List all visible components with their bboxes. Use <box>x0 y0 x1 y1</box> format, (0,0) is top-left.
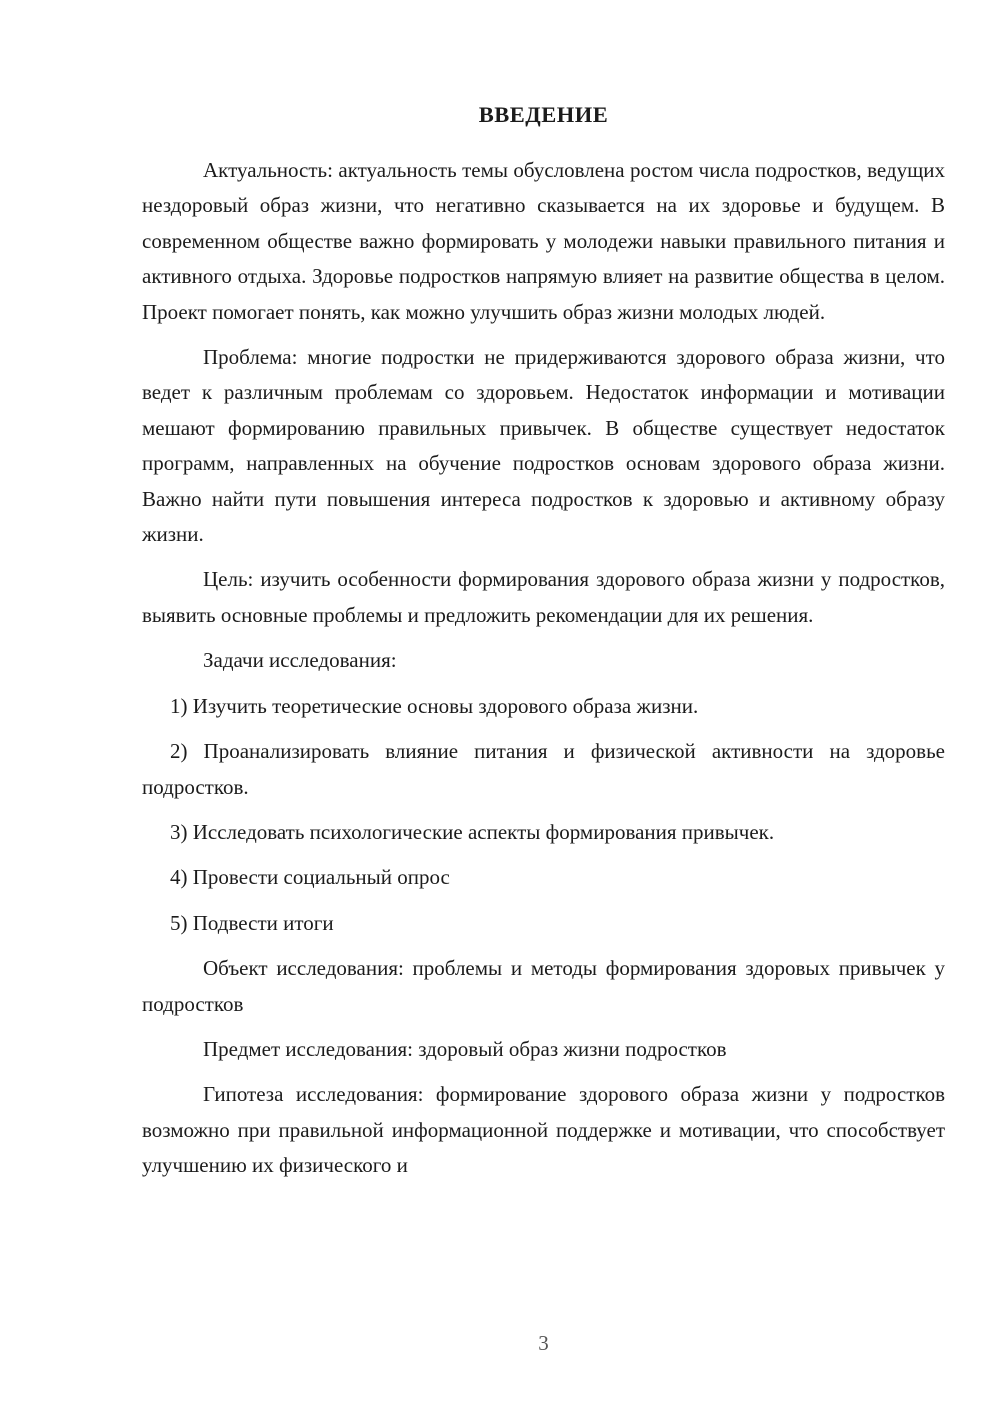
task-item-3: 3) Исследовать психологические аспекты формирования привычек. <box>170 819 775 844</box>
tasks-heading: Задачи исследования: <box>203 648 397 673</box>
paragraph-hypothesis: Гипотеза исследования: формирование здорового образа жизни у подростков возможно при правильной информационной поддержке и мотивации, что способствует улучшению их физического и <box>142 1082 945 1178</box>
task-item-4: 4) Провести социальный опрос <box>170 865 450 890</box>
paragraph-object: Объект исследования: проблемы и методы формирования здоровых привычек у подростков <box>142 956 945 1016</box>
task-item-2: 2) Проанализировать влияние питания и физической активности на здоровье подростков. <box>142 739 945 799</box>
page-number: 3 <box>538 1331 549 1355</box>
paragraph-problem: Проблема: многие подростки не придерживаются здорового образа жизни, что ведет к различным проблемам со здоровьем. Недостаток информации и мотивации мешают формированию правильных привычек. В обществе существует недостаток программ, направленных на обучение подростков основам здорового образа жизни. Важно найти пути повышения интереса подростков к здоровью и активному образу жизни. <box>142 345 945 547</box>
task-item-1: 1) Изучить теоретические основы здорового образа жизни. <box>170 693 699 718</box>
page-title: ВВЕДЕНИЕ <box>478 102 609 127</box>
task-item-5: 5) Подвести итоги <box>170 910 334 935</box>
paragraph-goal: Цель: изучить особенности формирования здорового образа жизни у подростков, выявить основные проблемы и предложить рекомендации для их решения. <box>142 567 945 627</box>
paragraph-subject: Предмет исследования: здоровый образ жизни подростков <box>203 1036 727 1061</box>
paragraph-relevance: Актуальность: актуальность темы обусловлена ростом числа подростков, ведущих нездоровый образ жизни, что негативно сказывается на их здоровье и будущем. В современном обществе важно формировать у молодежи навыки правильного питания и активного отдыха. Здоровье подростков напрямую влияет на развитие общества в целом. Проект помогает понять, как можно улучшить образ жизни молодых людей. <box>142 158 945 324</box>
